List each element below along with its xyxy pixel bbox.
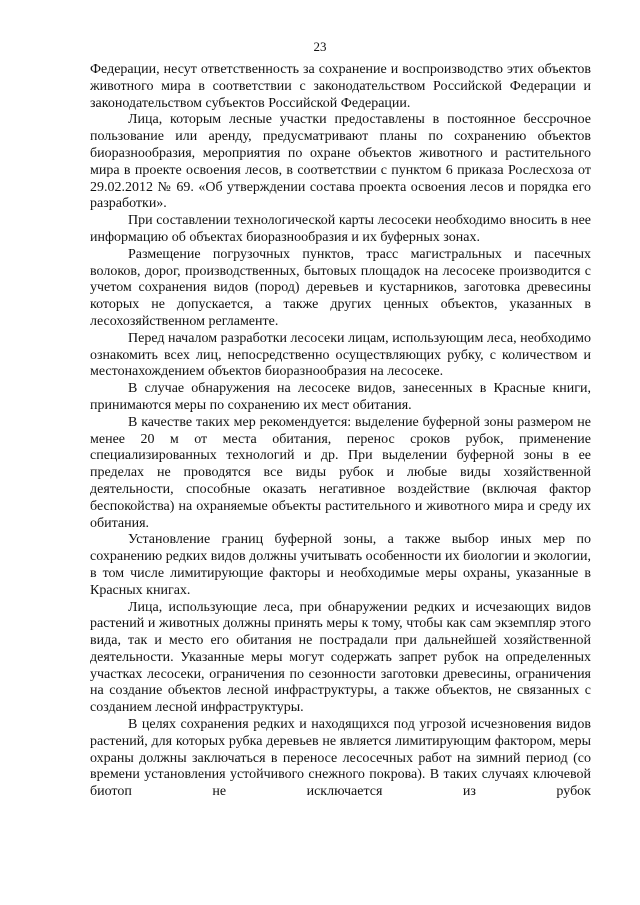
page-number: 23 [313,39,327,54]
paragraph-forest-users-plans: Лица, которым лесные участки предоставлены в постоянное бессрочное пользование или аренду, предусматривают планы по сохранению объектов биоразнообразия, мероприятия по охране объектов животного и растительного мира в проекте освоения лесов, в соответствии с пунктом 6 приказа Рослесхоза от 29.02.2012 № 69. «Об утверждении состава проекта освоения лесов и порядка его разработки». [90,112,591,212]
paragraph-buffer-zone-boundaries: Установление границ буферной зоны, а также выбор иных мер по сохранению редких видов должны учитывать особенности их биологии и экологии, в том числе лимитирующие факторы и необходимые меры охраны, указанные в Красных книгах. [90,532,591,598]
paragraph-red-book-species: В случае обнаружения на лесосеке видов, занесенных в Красные книги, принимаются меры по сохранению их мест обитания. [90,381,591,413]
paragraph-continuation: Федерации, несут ответственность за сохранение и воспроизводство этих объектов животного мира в соответствии с законодательством Российской Федерации и законодательством субъектов Российской Федерации. [90,62,591,111]
paragraph-technological-map: При составлении технологической карты лесосеки необходимо вносить в нее информацию об объектах биоразнообразия и их буферных зонах. [90,213,591,245]
paragraph-rare-species-protection: Лица, использующие леса, при обнаружении редких и исчезающих видов растений и животных должны принять меры к тому, чтобы как сам экземпляр этого вида, так и место его обитания не пострадали при дальнейшей хозяйственной деятельности. Указанные меры могут содержать запрет рубок на определенных участках лесосеки, ограничения по сезонности заготовки древесины, ограничения на создание объектов лесной инфраструктуры, а также объектов, не связанных с созданием лесной инфраструктуры. [90,599,591,716]
paragraph-winter-logging: В целях сохранения редких и находящихся под угрозой исчезновения видов растений, для которых рубка деревьев не является лимитирующим фактором, меры охраны должны заключаться в переносе лесосечных работ на зимний период (со времени установления устойчивого снежного покрова). В таких случаях ключевой биотоп не исключается из рубок [90,717,591,800]
paragraph-buffer-zone-measures: В качестве таких мер рекомендуется: выделение буферной зоны размером не менее 20 м от места обитания, перенос сроков рубок, применение специализированных технологий и др. При выделении буферной зоны в ее пределах не проводятся все виды рубок и любые виды хозяйственной деятельности, способные оказать негативное воздействие (включая фактор беспокойства) на охраняемые объекты растительного и животного мира и среду их обитания. [90,414,591,531]
document-body [90,62,591,801]
paragraph-loading-points: Размещение погрузочных пунктов, трасс магистральных и пасечных волоков, дорог, производственных, бытовых площадок на лесосеке производится с учетом сохранения видов (пород) деревьев и кустарников, заготовка древесины которых не допускается, а также других ценных объектов, указанных в лесохозяйственном регламенте. [90,246,591,329]
paragraph-before-logging: Перед началом разработки лесосеки лицам, использующим леса, необходимо ознакомить всех лиц, непосредственно осуществляющих рубку, с количеством и местонахождением объектов биоразнообразия на лесосеке. [90,330,591,380]
